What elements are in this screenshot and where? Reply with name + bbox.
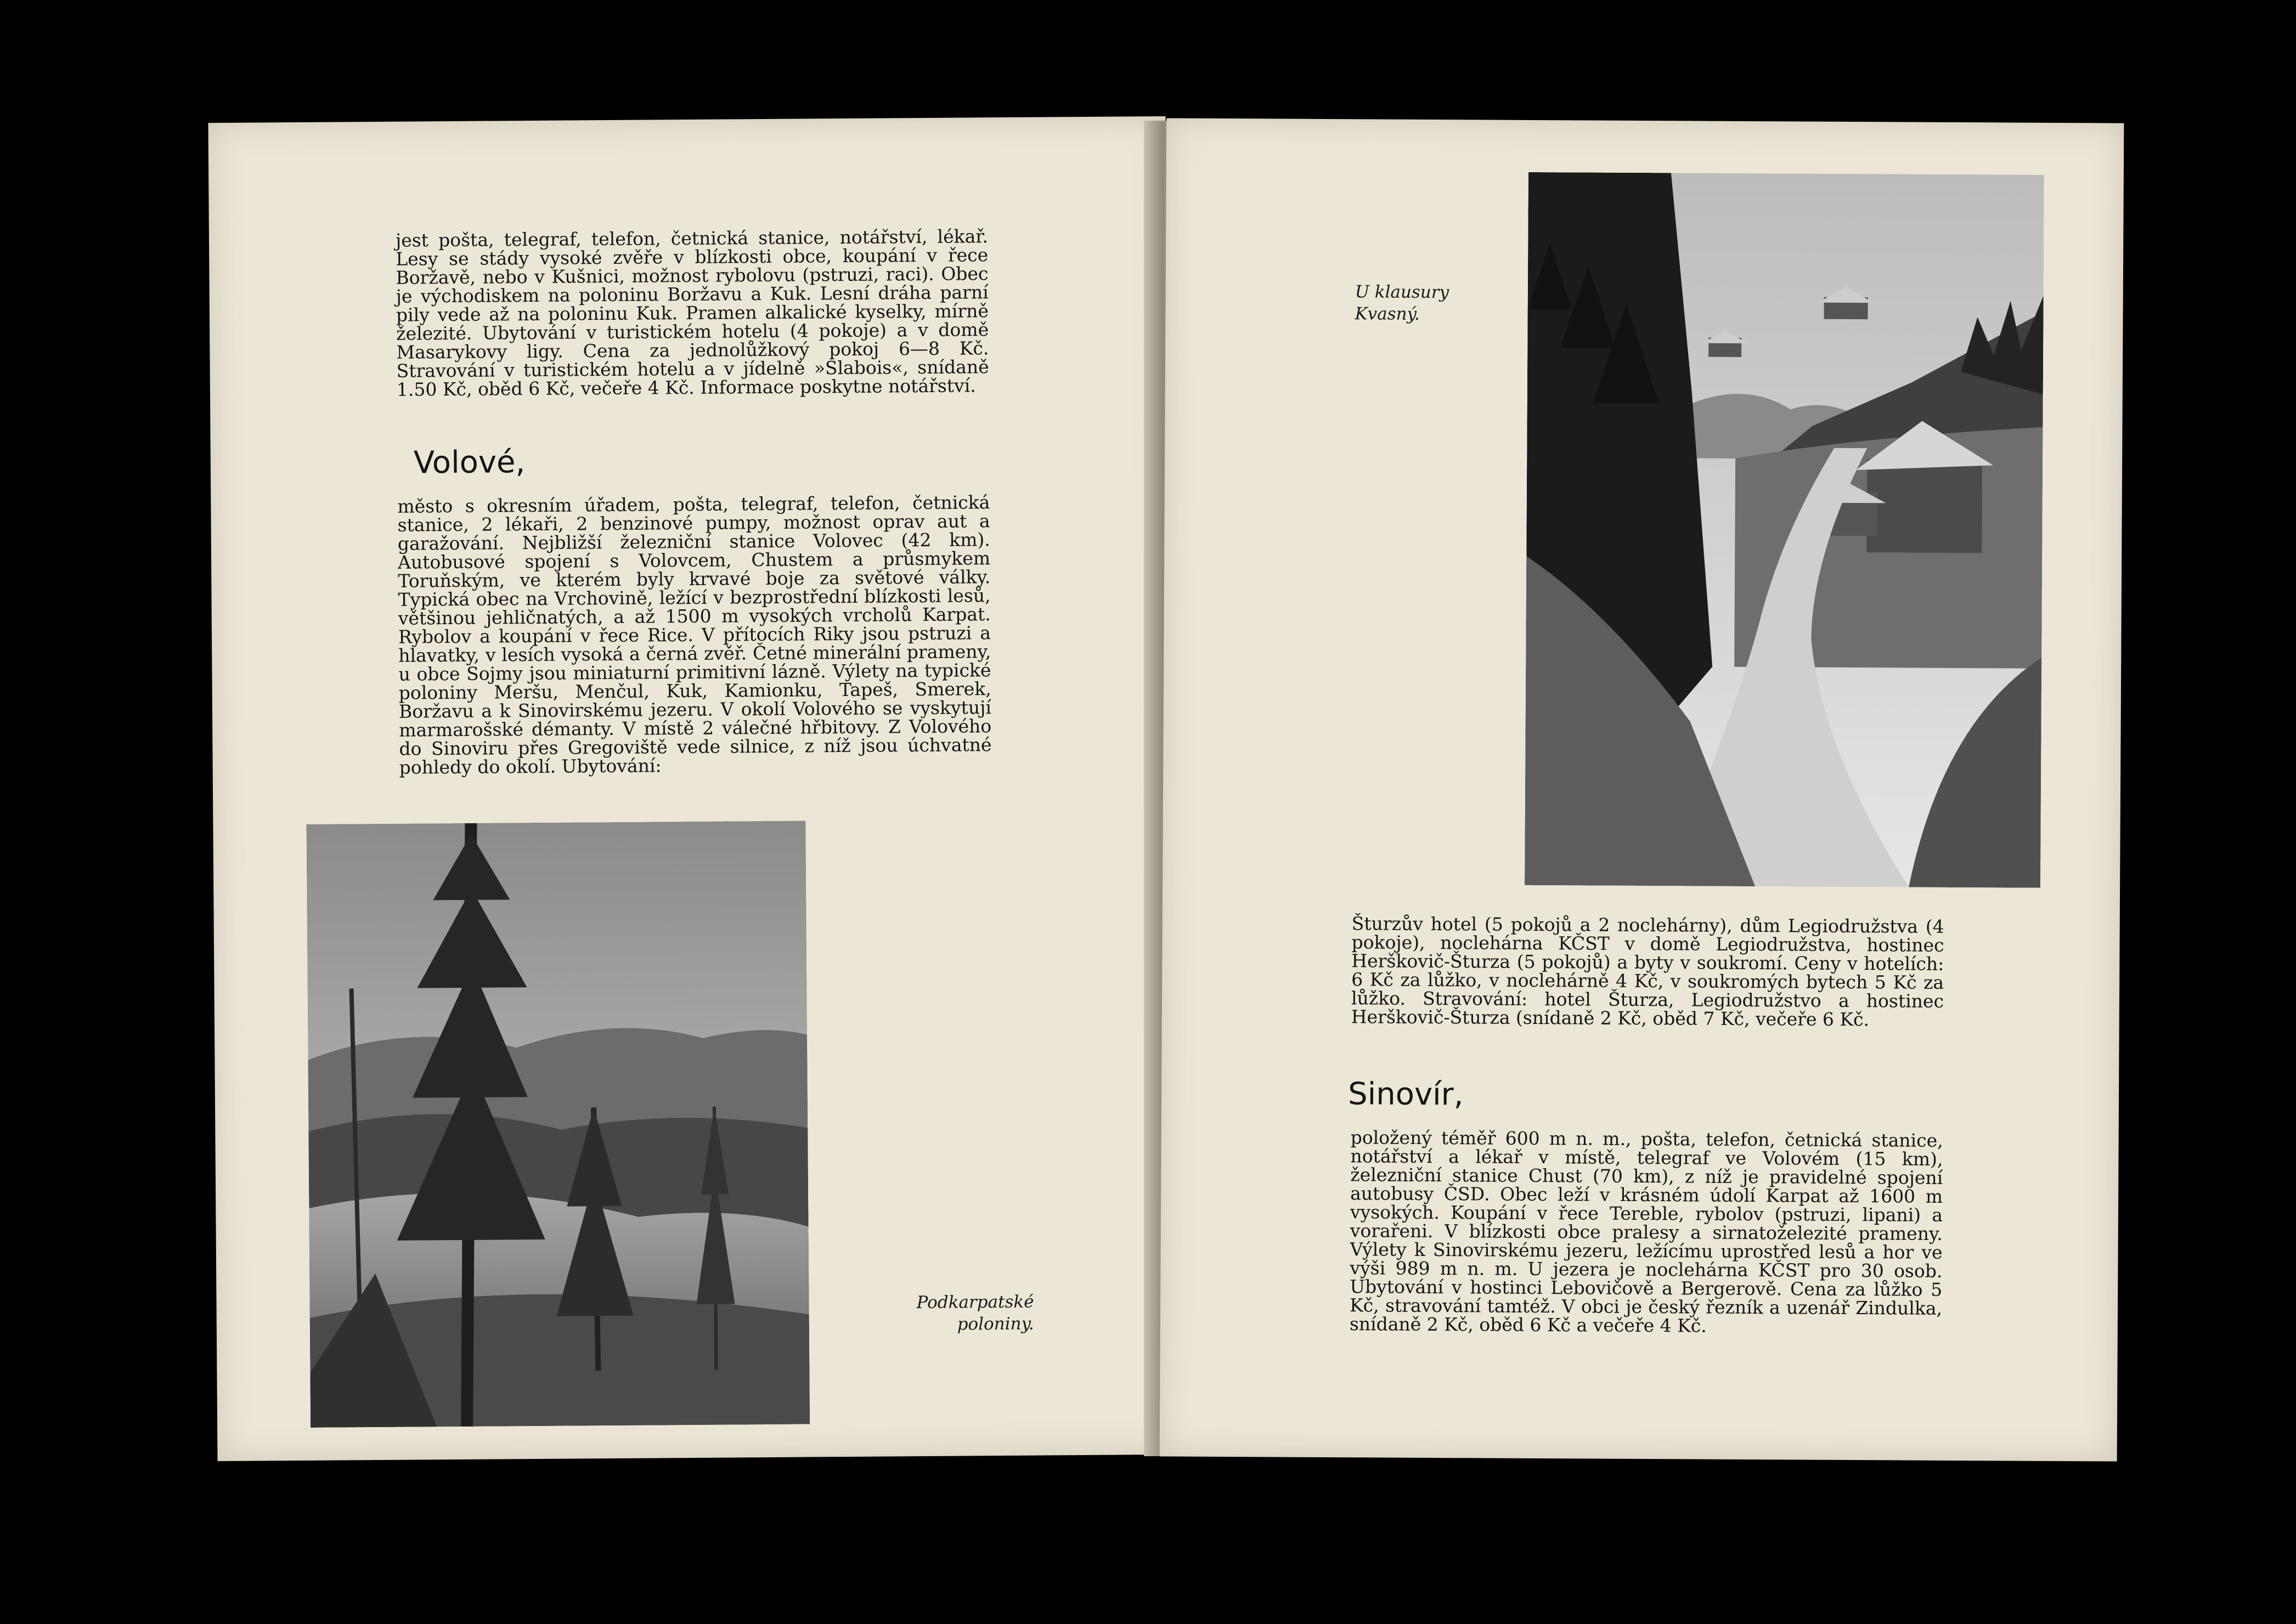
heading-sinovir: Sinovír,: [1347, 1076, 1464, 1113]
caption-line-2: poloniny.: [957, 1314, 1034, 1334]
mountain-meadow-photo: [306, 821, 810, 1428]
caption-line-2: Kvasný.: [1355, 304, 1420, 324]
photo-caption-klausury: [1355, 281, 1449, 325]
volove-paragraph: město s okresním úřadem, pošta, telegraf, telefon, četnická stanice, 2 lékaři, 2 benzinové pumpy, možnost oprav aut a garažování. Nejbližší železniční stanice Volovec (42 km). Autobusové spojení s Volovcem, Chustem a průsmykem Toruňským, ve kterém byly krvavé boje za světové války. Typická obec na Vrchovině, ležící v bezprostřední blízkosti lesů, většinou jehličnatých, a až 1500 m vysokých vrcholů Karpat. Rybolov a koupání v řece Rice. V přítocích Riky jsou pstruzi a hlavatky, v lesích vysoká a černá zvěř. Četné minerální prameny, u obce Sojmy jsou miniaturní primitivní lázně. Výlety na typické poloniny Meršu, Menčul, Kuk, Kamionku, Tapeš, Smerek, Boržavu a k Sinovirskému jezeru. V okolí Volového se vyskytují marmarošské démanty. V místě 2 válečné hřbitovy. Z Volového do Sinoviru přes Gregoviště vede silnice, z níž jsou úchvatné pohledy do okolí. Ubytování:: [397, 491, 992, 778]
intro-paragraph: jest pošta, telegraf, telefon, četnická stanice, notářství, lékař. Lesy se stády vysoké zvěře v blízkosti obce, koupání v řece Boržavě, nebo v Kušnici, možnost rybolovu (pstruzi, raci). Obec je východiskem na poloninu Boržavu a Kuk. Lesní dráha parní pily vede až na poloninu Kuk. Pramen alkalické kyselky, mírně železité. Ubytování v turistickém hotelu (4 pokoje) a v domě Masarykovy ligy. Cena za jednolůžkový pokoj 6—8 Kč. Stravování v turistickém hotelu a v jídelně »Slabois«, snídaně 1.50 Kč, oběd 6 Kč, večeře 4 Kč. Informace poskytne notářství.: [395, 225, 989, 400]
right-page: [1160, 118, 2124, 1461]
sinovir-paragraph: položený téměř 600 m n. m., pošta, telefon, četnická stanice, notářství a lékař v místě, telegraf ve Volovém (15 km), železniční stanice Chust (70 km), z níž je pravidelné spojení autobusy ČSD. Obec leží v krásném údolí Karpat až 1600 m vysokých. Koupání v řece Tereble, rybolov (pstruzi, lipani) a vorařeni. V blízkosti obce pralesy a sirnatoželezité prameny. Výlety k Sinovirskému jezeru, ležícímu uprostřed lesů a hor ve výši 989 m n. m. U jezera je noclehárna KČST pro 30 osob. Ubytování v hostinci Lebovičově a Bergerově. Cena za lůžko 5 Kč, stravování tamtéž. V obci je český řezník a uzenář Zindulka, snídaně 2 Kč, oběd 6 Kč a večeře 4 Kč.: [1349, 1127, 1943, 1337]
photo-caption-poloniny: [869, 1291, 1034, 1336]
caption-line-1: Podkarpatské: [916, 1292, 1034, 1313]
left-page: [208, 116, 1175, 1461]
valley-cabin-photo: [1525, 172, 2044, 888]
hotel-paragraph: Šturzův hotel (5 pokojů a 2 noclehárny), dům Legiodružstva (4 pokoje), noclehárna KČST v domě Legiodružstva, hostinec Herškovič-Šturza (5 pokojů) a byty v soukromí. Ceny v hotelích: 6 Kč za lůžko, v noclehárně 4 Kč, v soukromých bytech 5 Kč za lůžko. Stravování: hotel Šturza, Legiodružstvo a hostinec Herškovič-Šturza (snídaně 2 Kč, oběd 7 Kč, večeře 6 Kč.: [1351, 913, 1944, 1031]
heading-volove: Volové,: [413, 444, 526, 481]
caption-line-1: U klausury: [1355, 282, 1449, 303]
